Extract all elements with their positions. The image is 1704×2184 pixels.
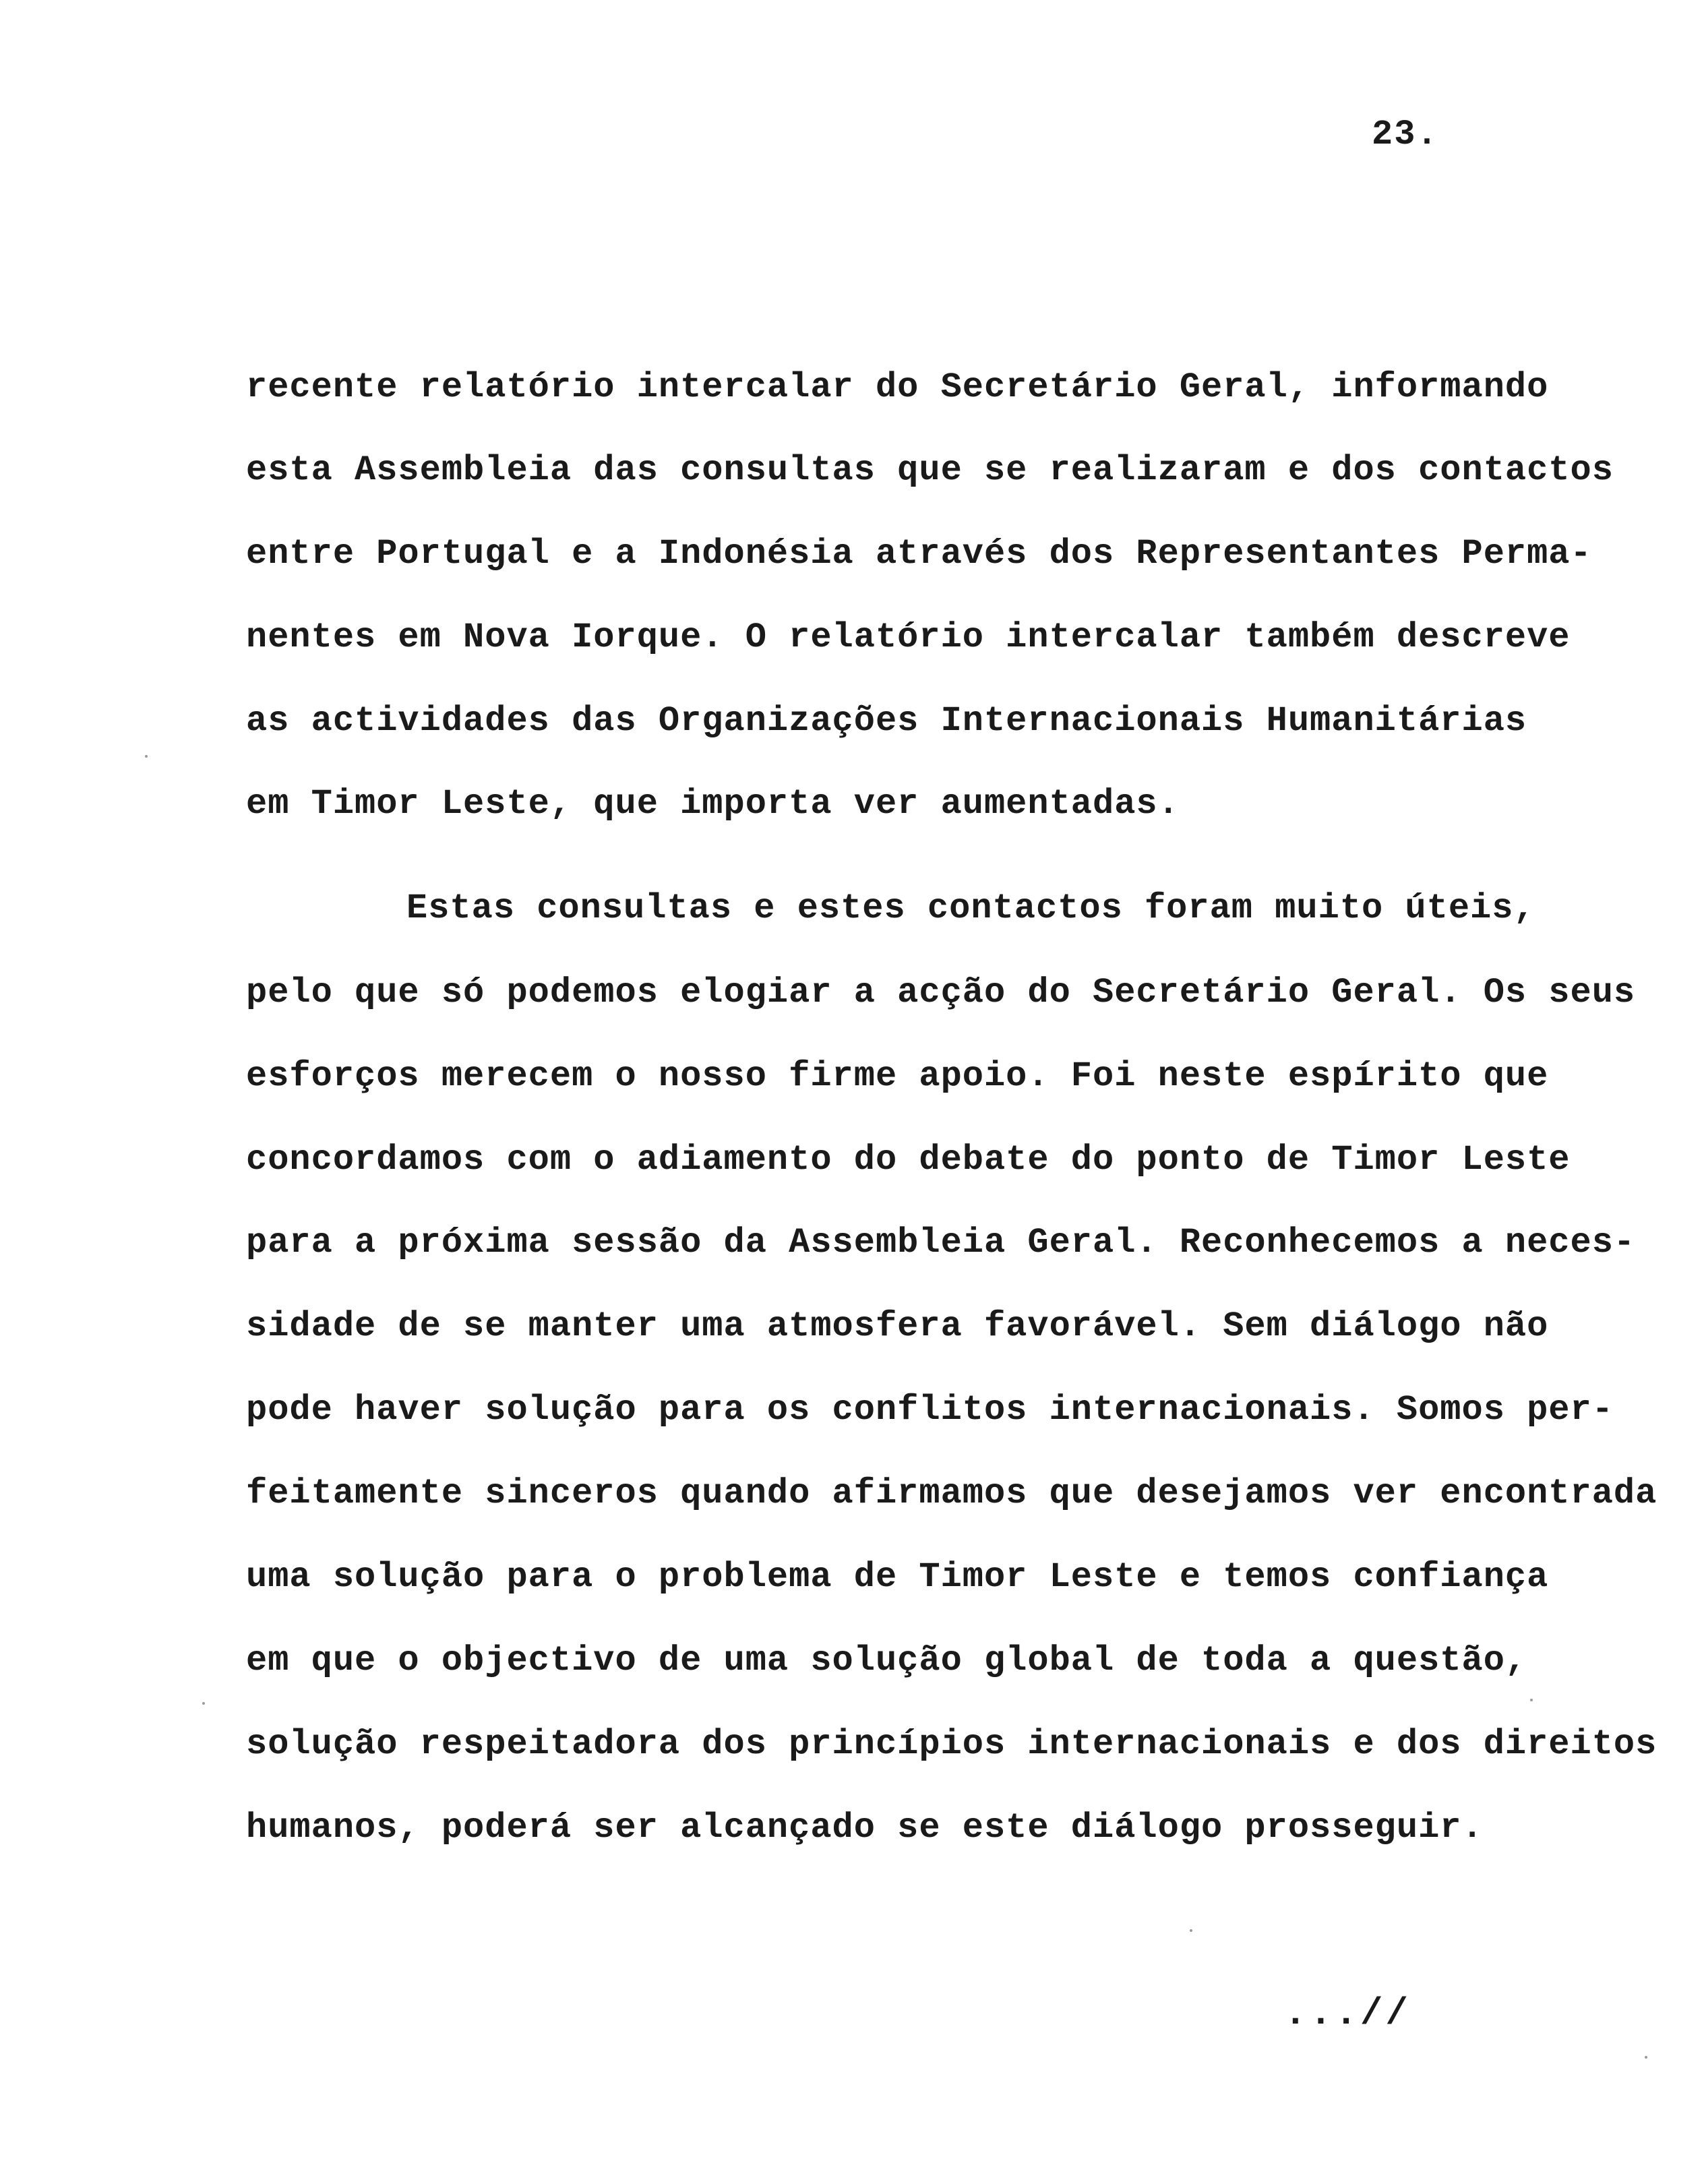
text-line: esta Assembleia das consultas que se realizaram e dos contactos xyxy=(246,450,1614,490)
continuation-marker: ...// xyxy=(1284,1992,1411,2035)
text-line: em Timor Leste, que importa ver aumentadas. xyxy=(246,784,1180,824)
scan-speck xyxy=(1530,1699,1533,1701)
text-line: Estas consultas e estes contactos foram muito úteis, xyxy=(406,888,1535,928)
text-line: uma solução para o problema de Timor Leste e temos confiança xyxy=(246,1557,1549,1597)
text-line: entre Portugal e a Indonésia através dos Representantes Perma- xyxy=(246,534,1592,574)
text-line: recente relatório intercalar do Secretário Geral, informando xyxy=(246,367,1549,407)
text-line: esforços merecem o nosso firme apoio. Foi neste espírito que xyxy=(246,1056,1549,1096)
scan-speck xyxy=(145,755,148,758)
text-line: as actividades das Organizações Internacionais Humanitárias xyxy=(246,701,1527,741)
page-number: 23. xyxy=(1372,115,1439,154)
text-line: nentes em Nova Iorque. O relatório intercalar também descreve xyxy=(246,617,1571,657)
text-line: feitamente sinceros quando afirmamos que desejamos ver encontrada xyxy=(246,1474,1657,1513)
text-line: para a próxima sessão da Assembleia Geral. Reconhecemos a neces- xyxy=(246,1223,1636,1263)
text-line: pelo que só podemos elogiar a acção do Secretário Geral. Os seus xyxy=(246,973,1636,1012)
text-line: sidade de se manter uma atmosfera favorável. Sem diálogo não xyxy=(246,1306,1549,1346)
text-line: humanos, poderá ser alcançado se este diálogo prosseguir. xyxy=(246,1808,1484,1848)
text-line: em que o objectivo de uma solução global de toda a questão, xyxy=(246,1641,1527,1680)
text-line: solução respeitadora dos princípios internacionais e dos direitos xyxy=(246,1724,1657,1764)
scan-speck xyxy=(1190,1929,1192,1932)
text-line: concordamos com o adiamento do debate do ponto de Timor Leste xyxy=(246,1140,1571,1180)
text-line: pode haver solução para os conflitos internacionais. Somos per- xyxy=(246,1390,1614,1430)
scan-speck xyxy=(202,1702,205,1705)
scan-speck xyxy=(1645,2056,1647,2059)
